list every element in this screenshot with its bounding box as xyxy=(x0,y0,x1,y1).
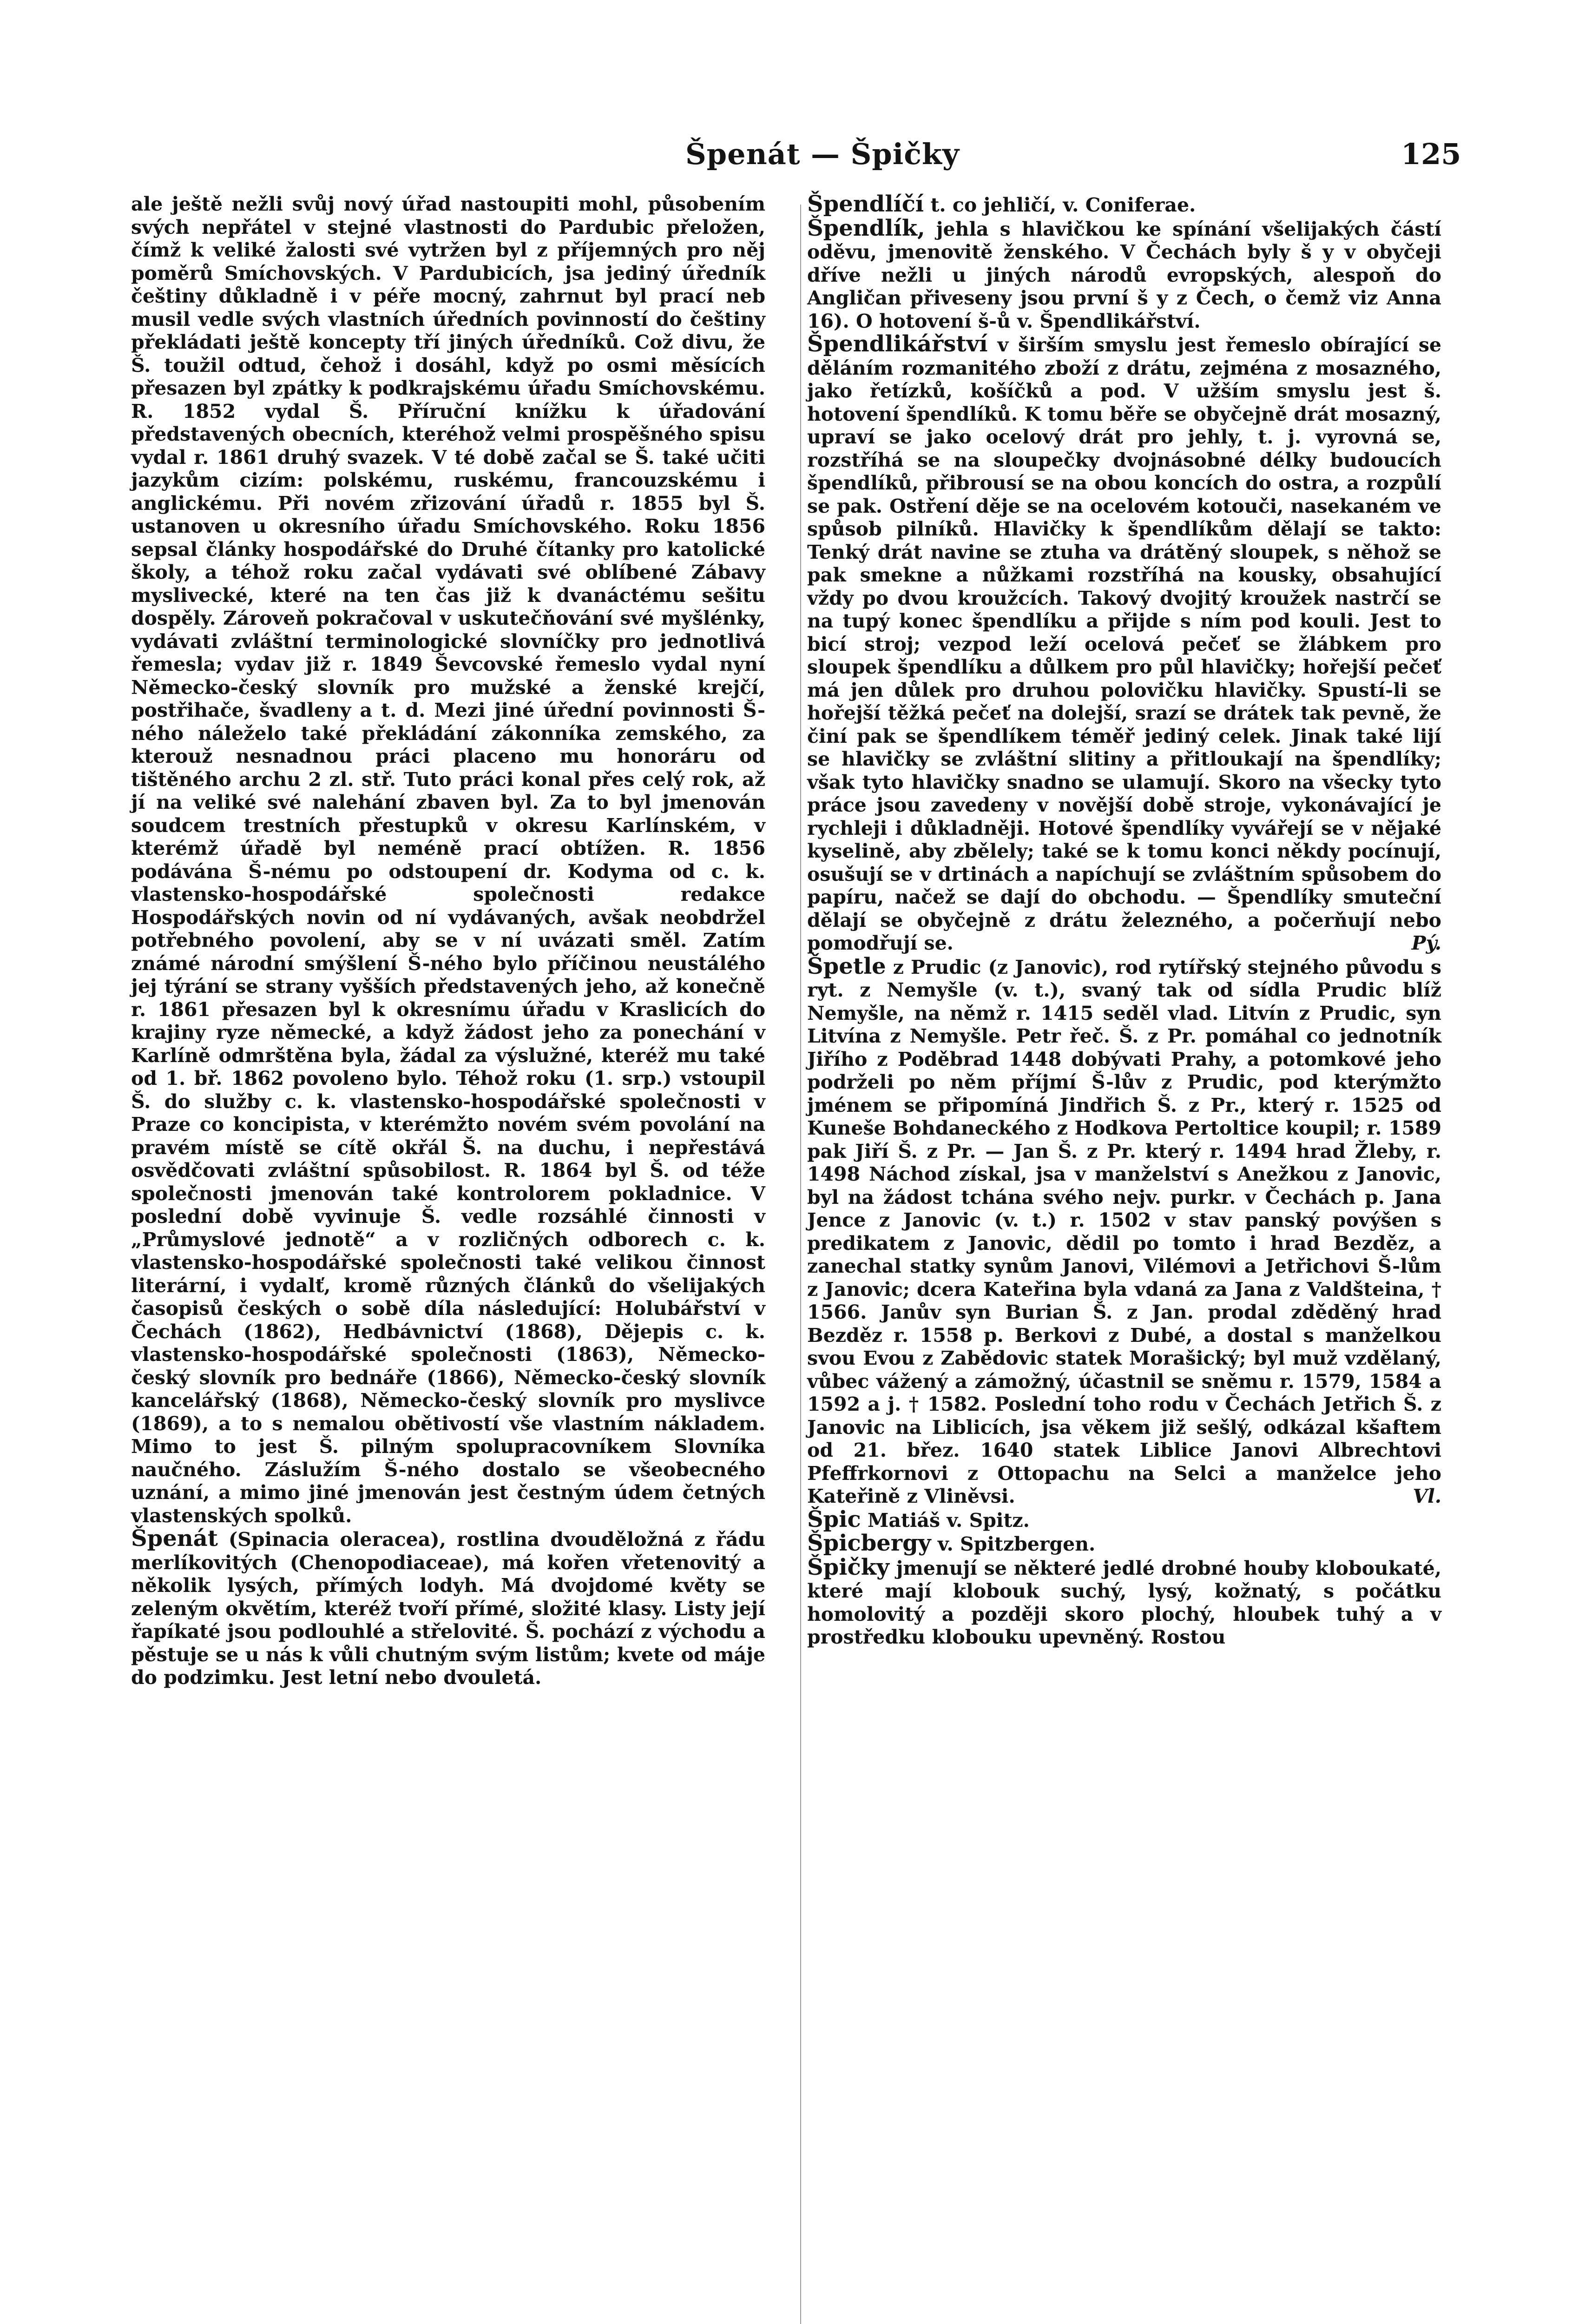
continued-entry-paragraph xyxy=(131,193,765,1527)
author-signature: Vl. xyxy=(1413,1485,1441,1507)
column-divider xyxy=(800,205,801,2324)
author-signature: Pý. xyxy=(1411,932,1441,954)
entry-spendlici xyxy=(807,193,1441,217)
entry-spendlik xyxy=(807,217,1441,333)
entry-headword: Špenát xyxy=(131,1525,218,1552)
entry-text: v. Spitzbergen. xyxy=(937,1533,1096,1555)
right-column xyxy=(807,193,1441,1649)
page-number: 125 xyxy=(1401,137,1461,171)
entry-text: Matiáš v. Spitz. xyxy=(867,1509,1030,1532)
entry-spendlikarstvi xyxy=(807,333,1441,955)
continued-entry-text: ale ještě nežli svůj nový úřad nastoupiti mohl, působením svých nepřátel v stejné vlastnosti do Pardubic přeložen, čímž k veliké žalosti své vytržen byl z příjemných pro něj poměrů Smíchovských. V Pardubicích, jsa jediný úředník češtiny důkladně i v péře mocný, zahrnut byl prací neb musil vedle svých vlastních úředních povinností do češtiny překládati ještě koncepty tří jiných úředníků. Což divu, že Š. toužil odtud, čehož i dosáhl, když po osmi měsících přesazen byl zpátky k podkrajskému úřadu Smíchovskému. R. 1852 vydal Š. Příruční knížku k úřadování představených obecních, kteréhož velmi prospěšného spisu vydal r. 1861 druhý svazek. V té době začal se Š. také učiti jazykům cizím: polskému, ruskému, francouzskému i anglickému. Při novém zřizování úřadů r. 1855 byl Š. ustanoven u okresního úřadu Smíchovského. Roku 1856 sepsal články hospodářské do Druhé čítanky pro katolické školy, a téhož roku začal vydávati své oblíbené Zábavy myslivecké, které na ten čas již k dvanáctému sešitu dospěly. Zároveň pokračoval v uskutečňování své myšlénky, vydávati zvláštní terminologické slovníčky pro jednotlivá řemesla; vydav již r. 1849 Ševcovské řemeslo vydal nyní Německo-český slovník pro mužské a ženské krejčí, postřihače, švadleny a t. d. Mezi jiné úřední povinnosti Š-ného náleželo také překládání zákonníka zemského, za kterouž nesnadnou práci placeno mu honoráru od tištěného archu 2 zl. stř. Tuto práci konal přes celý rok, až jí na veliké své nalehání zbaven byl. Za to byl jmenován soudcem trestních přestupků v okresu Karlínském, v kterémž úřadě byl neméně prací obtížen. R. 1856 podávána Š-nému po odstoupení dr. Kodyma od c. k. vlastensko-hospodářské společnosti redakce Hospodářských novin od ní vydávaných, avšak neobdržel potřebného povolení, aby se v ní uvázati směl. Zatím známé národní smýšlení Š-ného bylo příčinou neustálého jej týrání se strany vyšších představených jeho, až konečně r. 1861 přesazen byl k okresnímu úřadu v Kraslicích do krajiny ryze německé, a když žádost jeho za ponechání v Karlíně odmrštěna byla, žádal za výslužné, kteréž mu také od 1. bř. 1862 povoleno bylo. Téhož roku (1. srp.) vstoupil Š. do služby c. k. vlastensko-hospodářské společnosti v Praze co koncipista, v kterémžto novém svém povolání na pravém místě se cítě okřál Š. na duchu, i nepřestává osvědčovati zvláštní spůsobilost. R. 1864 byl Š. od téže společnosti jmenován také kontrolorem pokladnice. V poslední době vyvinuje Š. vedle rozsáhlé činnosti v „Průmyslové jednotě“ a v rozličných odborech c. k. vlastensko-hospodářské společnosti také velikou činnost literární, i vydalť, kromě různých článků do všelijakých časopisů českých o sobě díla následující: Holubářství v Čechách (1862), Hedbávnictví (1868), Dějepis c. k. vlastensko-hospodářské společnosti (1863), Německo-český slovník pro bednáře (1866), Německo-český slovník kancelářský (1868), Německo-český slovník pro myslivce (1869), a to s nemalou obětivostí vše vlastním nákladem. Mimo to jest Š. pilným spolupracovníkem Slovníka naučného. Záslužím Š-ného dostalo se všeobecného uznání, a mimo jiné jmenován jest čestným údem četných vlastenských spolků. xyxy=(131,193,765,1527)
entry-spetle xyxy=(807,955,1441,1508)
entry-text: jmenují se některé jedlé drobné houby kloboukaté, které mají klobouk suchý, lysý, kožnatý, s počátku homolovitý a později skoro plochý, hloubek tuhý a v prostředku klobouku upevněný. Rostou xyxy=(807,1557,1441,1648)
entry-headword: Špendlík, xyxy=(807,215,925,241)
entry-text: v širším smyslu jest řemeslo obírající se děláním rozmanitého zboží z drátu, zejména z mosazného, jako řetízků, košíčků a pod. V užším smyslu jest š. hotovení špendlíků. K tomu běře se obyčejně drát mosazný, upraví se jako ocelový drát pro jehly, t. j. vyrovná se, rozstříhá se na sloupečky dvojnásobné délky budoucích špendlíků, přibrousí se na obou koncích do ostra, a rozpůlí se pak. Ostření děje se na ocelovém kotouči, nasekaném ve spůsob pilníků. Hlavičky k špendlíkům dělají se takto: Tenký drát navine se ztuha va drátěný sloupek, s něhož se pak smekne a nůžkami rozstříhá na kousky, obsahující vždy po dvou kroužcích. Takový dvojitý kroužek nastrčí se na tupý konec špendlíku a přijde s ním pod kouli. Jest to bicí stroj; vezpod leží ocelová pečeť se žlábkem pro sloupek špendlíku a důlkem pro půl hlavičky; hořejší pečeť má jen důlek pro druhou polovičku hlavičky. Spustí-li se hořejší těžká pečeť na dolejší, srazí se drátek tak pevně, že činí pak se špendlíkem téměř jediný celek. Jinak také lijí se hlavičky se zvláštní slitiny a přitloukají na špendlíky; však tyto hlavičky snadno se ulamují. Skoro na všecky tyto práce jsou zavedeny v novější době stroje, vykonávající je rychleji i důkladněji. Hotové špendlíky vyvářejí se v nějaké kyselině, aby zbělely; také se k tomu konci někdy pocínují, osušují se v drtinách a napíchují se zvláštním spůsobem do papíru, načež se dají do obchodu. — Špendlíky smuteční dělají se obyčejně z drátu železného, a počerňují nebo pomodřují se. xyxy=(807,334,1441,954)
entry-headword: Špicbergy xyxy=(807,1530,931,1556)
entry-text: jehla s hlavičkou ke spínání všelijakých částí oděvu, jmenovitě ženského. V Čechách byly š y v obyčeji dříve nežli u jiných národů evropských, alespoň do Angličan přiveseny jsou první š y z Čech, o čemž viz Anna 16). O hotovení š-ů v. Špendlikářství. xyxy=(807,218,1441,332)
entry-spenat xyxy=(131,1527,765,1690)
entry-spicbergy xyxy=(807,1532,1441,1556)
entry-spicky xyxy=(807,1556,1441,1649)
left-column xyxy=(131,193,765,1690)
entry-text: z Prudic (z Janovic), rod rytířský stejného původu s ryt. z Nemyšle (v. t.), svaný tak od sídla Prudic blíž Nemyšle, na němž r. 1415 seděl vlad. Litvín z Prudic, syn Litvína z Nemyšle. Petr řeč. Š. z Pr. pomáhal co jednotník Jiřího z Poděbrad 1448 dobývati Prahy, a potomkové jeho podrželi po něm příjmí Š-lův z Prudic, pod kterýmžto jménem se připomíná Jindřich Š. z Pr., který r. 1525 od Kuneše Bohdaneckého z Hodkova Pertoltice koupil; r. 1589 pak Jiří Š. z Pr. — Jan Š. z Pr. který r. 1494 hrad Žleby, r. 1498 Náchod získal, jsa v manželství s Anežkou z Janovic, byl na žádost tchána svého nejv. purkr. v Čechách p. Jana Jence z Janovic (v. t.) r. 1502 v stav panský povýšen s predikatem z Janovic, dědil po tomto i hrad Bezděz, a zanechal statky synům Janovi, Vilémovi a Jetřichovi Š-lům z Janovic; dcera Kateřina byla vdaná za Jana z Valdšteina, † 1566. Janův syn Burian Š. z Jan. prodal zděděný hrad Bezděz r. 1558 p. Berkovi z Dubé, a dostal s manželkou svou Evou z Zabědovic statek Morašický; byl muž vzdělaný, vůbec vážený a zámožný, účastnil se sněmu r. 1579, 1584 a 1592 a j. † 1582. Poslední toho rodu v Čechách Jetřich Š. z Janovic na Liblicích, jsa věkem již sešlý, odkázal kšaftem od 21. břez. 1640 statek Liblice Janovi Albrechtovi Pfeffrkornovi z Ottopachu na Selci a manželce jeho Kateřině z Vliněvsi. xyxy=(807,956,1441,1507)
entry-headword: Špetle xyxy=(807,953,886,979)
running-head: Špenát — Špičky xyxy=(685,137,960,171)
entry-text: (Spinacia oleracea), rostlina dvouděložná z řádu merlíkovitých (Chenopodiaceae), má kořen vřetenovitý a několik lysých, přímých lodyh. Má dvojdomé květy se zeleným okvětím, kteréž tvoří přímé, složité klasy. Listy její řapíkaté jsou podlouhlé a střelovité. Š. pochází z východu a pěstuje se u nás k vůli chutným svým listům; kvete od máje do podzimku. Jest letní nebo dvouletá. xyxy=(131,1528,766,1689)
entry-headword: Špičky xyxy=(807,1554,889,1580)
entry-headword: Špic xyxy=(807,1506,861,1532)
entry-text: t. co jehličí, v. Coniferae. xyxy=(930,194,1196,216)
entry-headword: Špendlíčí xyxy=(807,191,924,217)
entry-headword: Špendlikářství xyxy=(807,331,988,357)
entry-spic xyxy=(807,1508,1441,1532)
